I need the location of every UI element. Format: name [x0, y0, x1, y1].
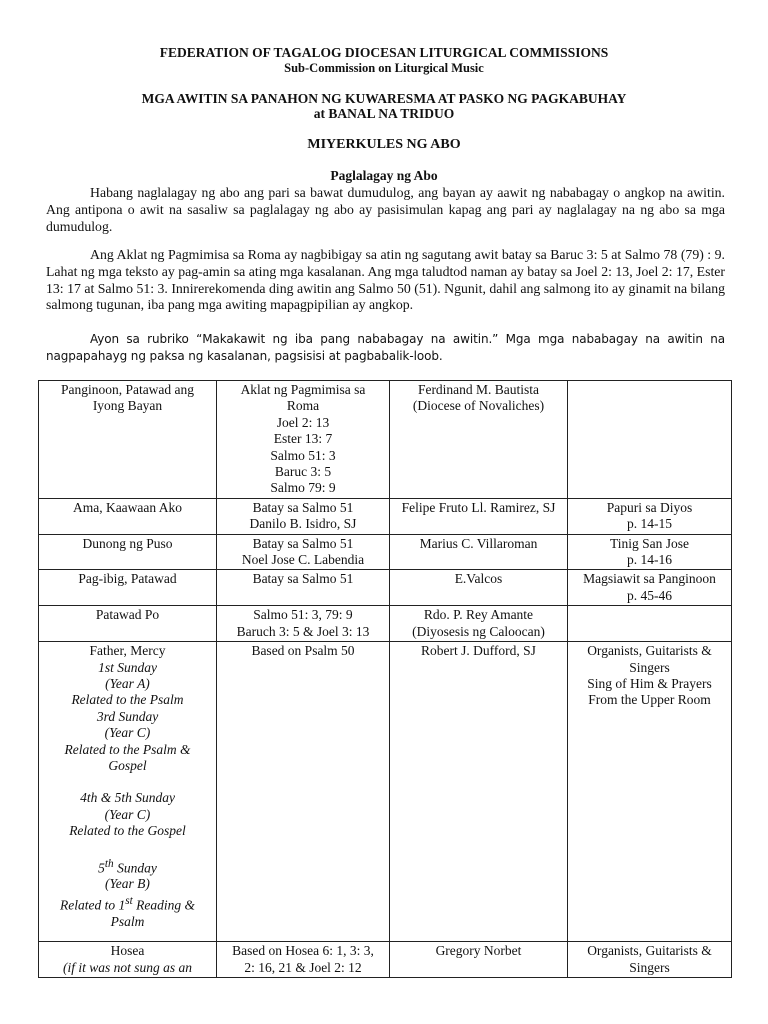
- table-row: [39, 942, 732, 978]
- liturgical-note: (if it was not sung as an: [62, 959, 192, 975]
- song-title-cell: [39, 498, 217, 534]
- liturgical-note: Related to 1st Reading &: [60, 894, 195, 913]
- cell-line: Robert J. Dufford, SJ: [421, 643, 536, 659]
- cell-line: Ester 13: 7: [273, 431, 333, 447]
- cell-line: Tinig San Jose: [609, 535, 690, 551]
- table-row: [39, 570, 732, 606]
- paragraph-3: Ayon sa rubriko “Makakawit ng iba pang nababagay na awitin.” Mga mga nababagay na awitin na nagpapahayg ng paksa ng kasalanan, pagsisisi at pagbabalik-loob.: [46, 332, 725, 363]
- paragraph-2: Ang Aklat ng Pagmimisa sa Roma ay nagbibigay sa atin ng sagutang awit batay sa Baruc 3: 5 at Salmo 78 (79) : 9. Lahat ng mga teksto ay pag-amin sa ating mga kasalanan. Ang mga taludtod naman ay batay sa Joel 2: 13, Joel 2: 17, Ester 13: 17 at Salmo 51: 3. Innirerekomenda ding awitin ang Salmo 50 (51). Ngunit, dahil ang salmong ito ay ginamit na bilang salmong tugunan, iba pang mga awiting mapagpipilian ay angkop.: [46, 247, 725, 313]
- liturgical-note: Related to the Psalm &: [64, 741, 191, 757]
- cell-line: Aklat ng Pagmimisa sa: [240, 382, 366, 397]
- cell-line: Salmo 51: 3, 79: 9: [253, 607, 353, 623]
- source-cell: [217, 381, 390, 499]
- cell-line: Baruc 3: 5: [274, 464, 332, 480]
- liturgical-note: (Year B): [105, 876, 150, 892]
- composer-cell: [390, 942, 568, 978]
- liturgical-note: 4th & 5th Sunday: [80, 790, 175, 806]
- songbook-cell: [568, 942, 732, 978]
- cell-line: Danilo B. Isidro, SJ: [249, 516, 357, 532]
- liturgical-note: 5th Sunday: [98, 857, 157, 876]
- liturgical-note: Psalm: [110, 913, 145, 929]
- songbook-cell: [568, 534, 732, 570]
- table-row: [39, 642, 732, 942]
- cell-line: Batay sa Salmo 51: [252, 571, 354, 587]
- song-title-cell: [39, 570, 217, 606]
- cell-line: Sing of Him & Prayers: [587, 675, 712, 691]
- liturgical-note: Gospel: [108, 757, 147, 773]
- paragraph-1: Habang naglalagay ng abo ang pari sa bawat dumudulog, ang bayan ay aawit ng nababagay o angkop na awitin. Ang antipona o awit na sasaliw sa paglalagay ng abo ay pasisimulan kapag ang pari ay naglalagay na ng abo sa mga dumudulog.: [46, 185, 725, 234]
- song-title-cell: [39, 534, 217, 570]
- source-cell: [217, 942, 390, 978]
- cell-line: Pag-ibig, Patawad: [78, 571, 177, 587]
- songbook-cell: [568, 498, 732, 534]
- table-row: [39, 498, 732, 534]
- cell-line: Panginoon, Patawad ang: [60, 382, 195, 397]
- cell-line: Salmo 51: 3: [270, 447, 336, 463]
- cell-line: Papuri sa Diyos: [606, 499, 693, 515]
- cell-line: Joel 2: 13: [276, 414, 330, 430]
- cell-line: Batay sa Salmo 51: [252, 535, 354, 551]
- source-cell: [217, 534, 390, 570]
- cell-line: Baruch 3: 5 & Joel 3: 13: [236, 623, 370, 639]
- song-title: Father, Mercy: [89, 643, 166, 659]
- cell-line: (Diyosesis ng Caloocan): [412, 623, 545, 639]
- cell-line: Roma: [286, 398, 320, 414]
- cell-line: p. 14-15: [627, 516, 672, 532]
- song-title-cell: [39, 606, 217, 642]
- cell-line: Based on Hosea 6: 1, 3: 3,: [232, 943, 374, 959]
- cell-line: Magsiawit sa Panginoon: [583, 571, 716, 587]
- songbook-cell: [568, 381, 732, 499]
- org-heading: FEDERATION OF TAGALOG DIOCESAN LITURGICAL COMMISSIONS: [159, 45, 609, 60]
- cell-line: Noel Jose C. Labendia: [241, 552, 365, 568]
- source-cell: [217, 606, 390, 642]
- document-title-line1: MGA AWITIN SA PANAHON NG KUWARESMA AT PASKO NG PAGKABUHAY: [141, 91, 627, 106]
- composer-cell: [390, 498, 568, 534]
- cell-line: Singers: [629, 959, 670, 975]
- liturgical-note: (Year A): [105, 675, 150, 691]
- cell-line: E.Valcos: [454, 571, 503, 587]
- liturgical-note: Related to the Gospel: [69, 823, 186, 839]
- cell-line: Felipe Fruto Ll. Ramirez, SJ: [401, 499, 556, 515]
- composer-cell: [390, 606, 568, 642]
- document-title-line2: at BANAL NA TRIDUO: [313, 106, 455, 121]
- cell-line: 2: 16, 21 & Joel 2: 12: [244, 959, 362, 975]
- song-table: [38, 380, 732, 978]
- cell-line: Batay sa Salmo 51: [252, 499, 354, 515]
- songbook-cell: [568, 606, 732, 642]
- cell-line: Rdo. P. Rey Amante: [423, 607, 534, 623]
- cell-line: Marius C. Villaroman: [419, 535, 538, 551]
- liturgical-note: (Year C): [104, 725, 151, 741]
- table-row: [39, 534, 732, 570]
- section-heading: MIYERKULES NG ABO: [307, 137, 461, 152]
- cell-line: Organists, Guitarists &: [587, 943, 712, 959]
- cell-line: Ferdinand M. Bautista: [417, 382, 540, 397]
- liturgical-note: (Year C): [104, 806, 151, 822]
- liturgical-note: 1st Sunday: [98, 659, 157, 675]
- liturgical-note: Related to the Psalm: [71, 692, 184, 708]
- cell-line: Gregory Norbet: [435, 943, 522, 959]
- liturgical-note: 3rd Sunday: [96, 708, 159, 724]
- cell-line: Iyong Bayan: [92, 398, 163, 414]
- source-cell: [217, 498, 390, 534]
- songbook-cell: [568, 570, 732, 606]
- composer-cell: [390, 534, 568, 570]
- composer-cell: [390, 570, 568, 606]
- cell-line: Salmo 79: 9: [270, 480, 336, 496]
- table-row: [39, 606, 732, 642]
- cell-line: Ama, Kaawaan Ako: [72, 499, 183, 515]
- song-title-cell: [39, 942, 217, 978]
- cell-line: Patawad Po: [95, 607, 160, 623]
- cell-line: From the Upper Room: [588, 692, 711, 708]
- source-cell: [217, 570, 390, 606]
- source-cell: [217, 642, 390, 942]
- songbook-cell: [568, 642, 732, 942]
- cell-line: (Diocese of Novaliches): [412, 398, 545, 414]
- composer-cell: [390, 381, 568, 499]
- cell-line: Organists, Guitarists &: [587, 643, 712, 659]
- composer-cell: [390, 642, 568, 942]
- cell-line: Dunong ng Puso: [82, 535, 173, 551]
- song-title-cell: [39, 642, 217, 942]
- cell-line: Based on Psalm 50: [251, 643, 355, 659]
- sub-commission-heading: Sub-Commission on Liturgical Music: [284, 61, 484, 75]
- cell-line: p. 45-46: [627, 587, 672, 603]
- cell-line: Singers: [629, 659, 670, 675]
- cell-line: p. 14-16: [627, 552, 672, 568]
- table-row: [39, 381, 732, 499]
- song-title-cell: [39, 381, 217, 499]
- subsection-heading: Paglalagay ng Abo: [330, 168, 438, 183]
- song-title: Hosea: [110, 943, 145, 959]
